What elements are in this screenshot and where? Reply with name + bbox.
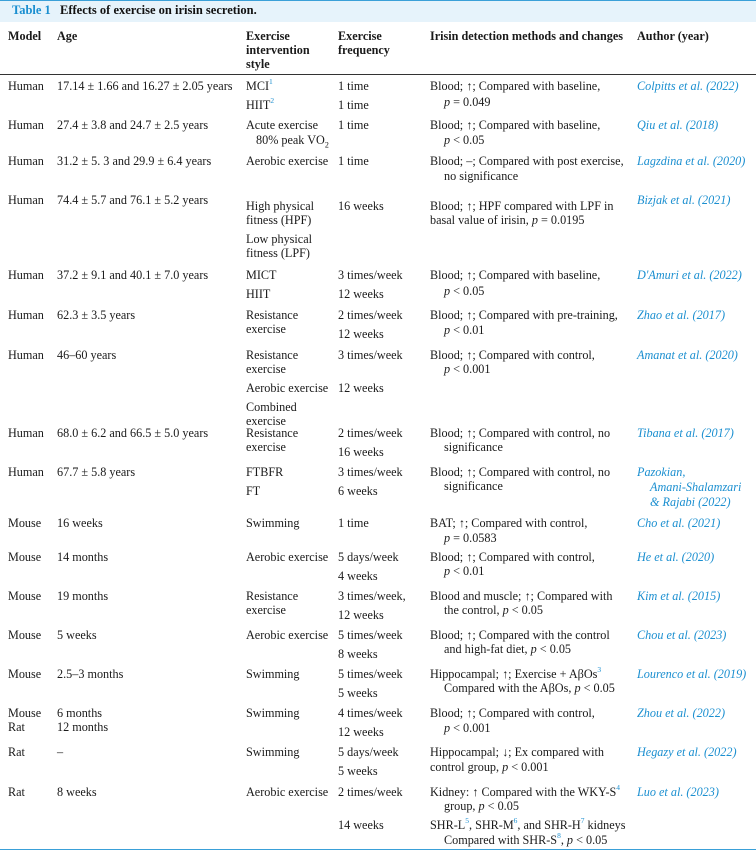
header-style-1: Exercise <box>246 29 290 43</box>
cell-style: Acute exercise <box>246 118 319 132</box>
cell-age: 46–60 years <box>57 348 117 362</box>
header-style-2: intervention <box>246 43 310 57</box>
cell-style: fitness (HPF) <box>246 213 312 227</box>
cell-frequency: 3 times/week <box>338 348 403 362</box>
cell-irisin: group, p < 0.05 <box>444 799 519 813</box>
cell-irisin: Blood; ↑; Compared with control, no <box>430 426 611 440</box>
cell-style: FT <box>246 484 261 498</box>
cell-frequency: 12 weeks <box>338 725 384 739</box>
header-model: Model <box>8 29 42 43</box>
cell-model: Human <box>8 154 44 168</box>
cell-model: Human <box>8 348 44 362</box>
cell-style: Swimming <box>246 667 300 681</box>
cell-age: 62.3 ± 3.5 years <box>57 308 136 322</box>
cell-irisin: significance <box>444 479 503 493</box>
cell-style: Aerobic exercise <box>246 628 329 642</box>
author-link[interactable]: Bizjak et al. (2021) <box>637 193 731 207</box>
header-irisin: Irisin detection methods and changes <box>430 29 623 43</box>
cell-model: Mouse <box>8 516 42 530</box>
author-link[interactable]: Amani-Shalamzari <box>650 480 742 494</box>
cell-style: exercise <box>246 414 286 428</box>
cell-irisin: p < 0.05 <box>444 284 485 298</box>
cell-irisin: Blood; ↑; Compared with control, <box>430 348 595 362</box>
cell-age: 8 weeks <box>57 785 97 799</box>
author-link[interactable]: Pazokian, <box>637 465 686 479</box>
cell-irisin: BAT; ↑; Compared with control, <box>430 516 588 530</box>
header-style-3: style <box>246 57 270 71</box>
cell-irisin: significance <box>444 440 503 454</box>
cell-irisin: p < 0.01 <box>444 323 485 337</box>
table-label: Table 1 <box>12 3 51 17</box>
cell-irisin: p < 0.001 <box>444 721 491 735</box>
cell-model: Human <box>8 118 44 132</box>
cell-style: Swimming <box>246 745 300 759</box>
cell-model: Rat <box>8 745 25 759</box>
cell-frequency: 5 weeks <box>338 686 378 700</box>
cell-model: Mouse <box>8 628 42 642</box>
cell-irisin: Blood; –; Compared with post exercise, <box>430 154 624 168</box>
cell-irisin: Blood; ↑; Compared with the control <box>430 628 610 642</box>
author-link[interactable]: Hegazy et al. (2022) <box>637 745 737 759</box>
cell-style: exercise <box>246 362 286 376</box>
cell-frequency: 8 weeks <box>338 647 378 661</box>
cell-irisin: p = 0.0583 <box>444 531 497 545</box>
cell-frequency: 5 times/week <box>338 628 403 642</box>
cell-style: Resistance <box>246 308 299 322</box>
cell-irisin: Compared with SHR-$S^8$, p < 0.05 <box>444 830 608 847</box>
cell-frequency: 3 times/week, <box>338 589 406 603</box>
cell-frequency: 1 time <box>338 98 369 112</box>
cell-irisin: p = 0.049 <box>444 95 491 109</box>
cell-age: – <box>57 745 64 759</box>
cell-age: 2.5–3 months <box>57 667 124 681</box>
cell-frequency: 2 times/week <box>338 426 403 440</box>
author-link[interactable]: Qiu et al. (2018) <box>637 118 719 132</box>
header-age: Age <box>57 29 78 43</box>
cell-age: 14 months <box>57 550 109 564</box>
cell-irisin: SHR-$L^5$, SHR-$M^6$, and SHR-$H^7$ kidneys <box>430 815 626 832</box>
cell-irisin: Kidney: ↑ Compared with the WKY-$S^4$ <box>430 782 621 799</box>
author-link[interactable]: Kim et al. (2015) <box>637 589 721 603</box>
cell-frequency: 12 weeks <box>338 608 384 622</box>
cell-irisin: Blood; ↑; HPF compared with LPF in <box>430 199 614 213</box>
cell-frequency: 3 times/week <box>338 465 403 479</box>
cell-irisin: Blood and muscle; ↑; Compared with <box>430 589 613 603</box>
cell-frequency: 1 time <box>338 516 369 530</box>
cell-frequency: 5 days/week <box>338 550 399 564</box>
header-rule <box>0 74 756 75</box>
cell-model: Human <box>8 79 44 93</box>
cell-style: Aerobic exercise <box>246 154 329 168</box>
cell-irisin: Blood; ↑; Compared with control, <box>430 550 595 564</box>
cell-model: Mouse <box>8 550 42 564</box>
cell-age: 6 months <box>57 706 103 720</box>
cell-style: Swimming <box>246 516 300 530</box>
cell-frequency: 1 time <box>338 154 369 168</box>
cell-frequency: 2 times/week <box>338 785 403 799</box>
cell-model: Human <box>8 308 44 322</box>
cell-style: Swimming <box>246 706 300 720</box>
cell-irisin: Blood; ↑; Compared with control, <box>430 706 595 720</box>
table-caption <box>0 0 756 22</box>
cell-model: Mouse <box>8 706 42 720</box>
author-link[interactable]: He et al. (2020) <box>637 550 715 564</box>
cell-age: 5 weeks <box>57 628 97 642</box>
cell-style: HIIT <box>246 287 271 301</box>
cell-frequency: 12 weeks <box>338 287 384 301</box>
author-link[interactable]: Tibana et al. (2017) <box>637 426 734 440</box>
cell-model: Human <box>8 193 44 207</box>
cell-style: exercise <box>246 440 286 454</box>
cell-style: Low physical <box>246 232 313 246</box>
cell-style: exercise <box>246 603 286 617</box>
cell-model: Human <box>8 268 44 282</box>
cell-age: 12 months <box>57 720 109 734</box>
cell-style: Resistance <box>246 426 299 440</box>
cell-model: Human <box>8 465 44 479</box>
cell-irisin: the control, p < 0.05 <box>444 603 543 617</box>
cell-style: exercise <box>246 322 286 336</box>
cell-frequency: 4 weeks <box>338 569 378 583</box>
cell-style: MICT <box>246 268 277 282</box>
cell-model: Rat <box>8 785 25 799</box>
cell-frequency: 16 weeks <box>338 445 384 459</box>
cell-style: Aerobic exercise <box>246 381 329 395</box>
author-link[interactable]: Chou et al. (2023) <box>637 628 727 642</box>
author-link[interactable]: Luo et al. (2023) <box>637 785 719 799</box>
cell-irisin: basal value of irisin, p = 0.0195 <box>430 213 585 227</box>
cell-age: 16 weeks <box>57 516 103 530</box>
cell-style: fitness (LPF) <box>246 246 310 260</box>
cell-age: 74.4 ± 5.7 and 76.1 ± 5.2 years <box>57 193 209 207</box>
cell-irisin: p < 0.05 <box>444 133 485 147</box>
table-bottom-rule <box>0 849 756 850</box>
cell-frequency: 1 time <box>338 79 369 93</box>
cell-irisin: control group, p < 0.001 <box>430 760 549 774</box>
cell-irisin: Blood; ↑; Compared with pre-training, <box>430 308 618 322</box>
cell-model: Mouse <box>8 589 42 603</box>
author-link[interactable]: Zhao et al. (2017) <box>637 308 726 322</box>
table-title: Effects of exercise on irisin secretion. <box>60 3 257 17</box>
cell-irisin: Blood; ↑; Compared with baseline, <box>430 268 601 282</box>
cell-frequency: 5 times/week <box>338 667 403 681</box>
cell-frequency: 3 times/week <box>338 268 403 282</box>
cell-frequency: 12 weeks <box>338 381 384 395</box>
author-link[interactable]: D'Amuri et al. (2022) <box>637 268 742 282</box>
cell-irisin: Hippocampal; ↓; Ex compared with <box>430 745 604 759</box>
cell-irisin: p < 0.001 <box>444 362 491 376</box>
cell-irisin: Blood; ↑; Compared with baseline, <box>430 118 601 132</box>
cell-frequency: 1 time <box>338 118 369 132</box>
cell-frequency: 4 times/week <box>338 706 403 720</box>
cell-style: Resistance <box>246 348 299 362</box>
author-link[interactable]: Zhou et al. (2022) <box>637 706 726 720</box>
cell-style: FTBFR <box>246 465 284 479</box>
author-link[interactable]: Lagzdina et al. (2020) <box>637 154 746 168</box>
cell-frequency: 5 weeks <box>338 764 378 778</box>
cell-age: 31.2 ± 5. 3 and 29.9 ± 6.4 years <box>57 154 212 168</box>
cell-age: 19 months <box>57 589 109 603</box>
cell-frequency: 2 times/week <box>338 308 403 322</box>
cell-style: High physical <box>246 199 315 213</box>
cell-style: Aerobic exercise <box>246 785 329 799</box>
cell-frequency: 12 weeks <box>338 327 384 341</box>
header-frequency-2: frequency <box>338 43 390 57</box>
cell-age: 27.4 ± 3.8 and 24.7 ± 2.5 years <box>57 118 209 132</box>
cell-irisin: Blood; ↑; Compared with baseline, <box>430 79 601 93</box>
cell-irisin: no significance <box>444 169 519 183</box>
cell-age: 37.2 ± 9.1 and 40.1 ± 7.0 years <box>57 268 209 282</box>
cell-style: Aerobic exercise <box>246 550 329 564</box>
cell-age: 17.14 ± 1.66 and 16.27 ± 2.05 years <box>57 79 233 93</box>
cell-style: HIIT$^2$ <box>246 95 275 112</box>
cell-model: Rat <box>8 720 25 734</box>
cell-style: MCI$^1$ <box>246 76 273 93</box>
cell-irisin: p < 0.01 <box>444 564 485 578</box>
author-link[interactable]: Lourenco et al. (2019) <box>637 667 747 681</box>
cell-frequency: 16 weeks <box>338 199 384 213</box>
cell-frequency: 5 days/week <box>338 745 399 759</box>
cell-model: Human <box>8 426 44 440</box>
author-link[interactable]: Colpitts et al. (2022) <box>637 79 739 93</box>
header-frequency-1: Exercise <box>338 29 382 43</box>
cell-frequency: 6 weeks <box>338 484 378 498</box>
author-link[interactable]: Amanat et al. (2020) <box>637 348 738 362</box>
cell-style: Resistance <box>246 589 299 603</box>
cell-irisin: and high-fat diet, p < 0.05 <box>444 642 572 656</box>
cell-style: Combined <box>246 400 297 414</box>
author-link[interactable]: Cho et al. (2021) <box>637 516 721 530</box>
header-author: Author (year) <box>637 29 709 43</box>
cell-model: Mouse <box>8 667 42 681</box>
author-link[interactable]: & Rajabi (2022) <box>650 495 731 509</box>
cell-irisin: Compared with the AβOs, p < 0.05 <box>444 681 615 695</box>
cell-irisin: Blood; ↑; Compared with control, no <box>430 465 611 479</box>
cell-age: 67.7 ± 5.8 years <box>57 465 136 479</box>
cell-style: 80% peak $VO_2$ <box>256 133 329 150</box>
cell-irisin: Hippocampal; ↑; Exercise + AβOs$^3$ <box>430 664 602 681</box>
cell-age: 68.0 ± 6.2 and 66.5 ± 5.0 years <box>57 426 209 440</box>
cell-frequency: 14 weeks <box>338 818 384 832</box>
